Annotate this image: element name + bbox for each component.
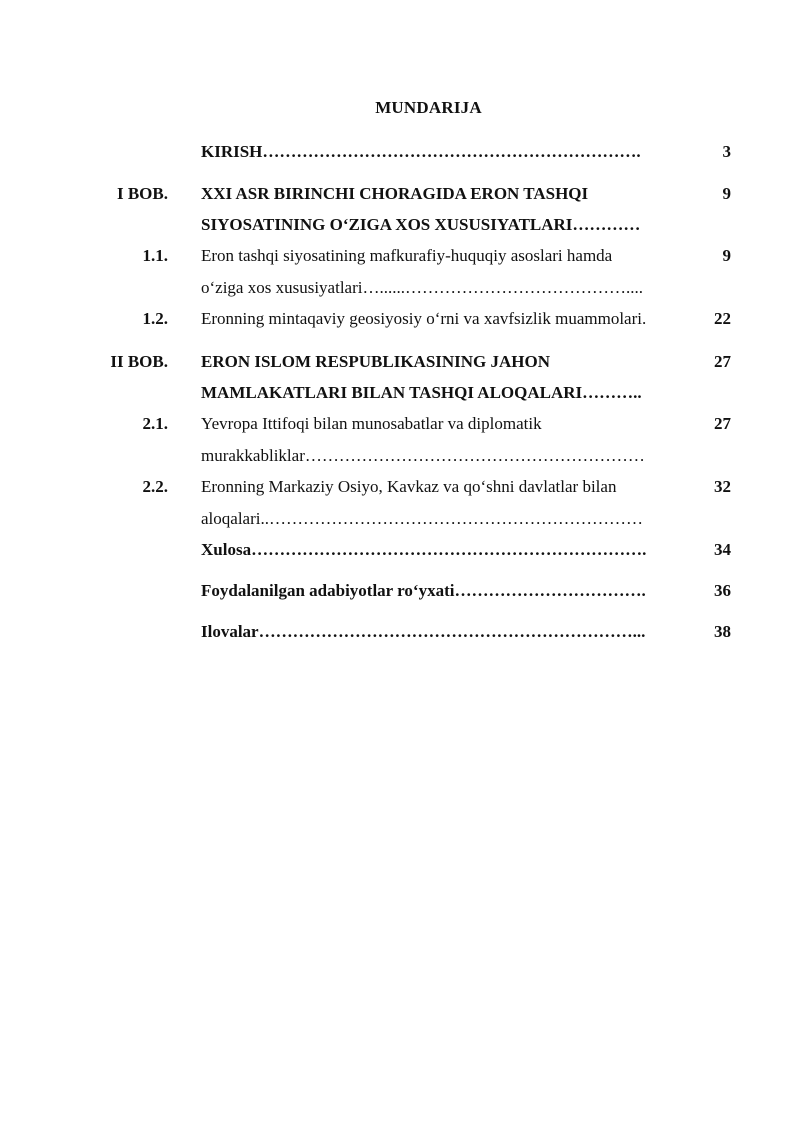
toc-page-number: 38	[714, 622, 731, 641]
toc-entry-text: aloqalari..…………………………………………………………	[201, 509, 643, 528]
toc-entry-number: 1.2.	[142, 309, 168, 328]
toc-entry-text: Eronning Markaziy Osiyo, Kavkaz va qo‘shni davlatlar bilan	[201, 477, 617, 496]
toc-entry-conclusion	[0, 538, 800, 562]
toc-entry-bibliography	[0, 579, 800, 603]
toc-entry-text: o‘ziga xos xususiyatlari…......…………………………………....	[201, 278, 643, 297]
toc-page-number: 3	[722, 142, 731, 161]
toc-entry-text: Xulosa…………………………………………………………….	[201, 540, 647, 559]
toc-entry-text: KIRISH………………………………………………………….	[201, 142, 641, 161]
toc-entry-text: MAMLAKATLARI BILAN TASHQI ALOQALARI………..	[201, 383, 642, 402]
toc-entry-text: Eronning mintaqaviy geosiyosiy o‘rni va xavfsizlik muammolari.	[201, 309, 647, 328]
toc-entry-number: II BOB.	[110, 352, 168, 371]
toc-page-number: 34	[714, 540, 731, 559]
toc-entry-number: 2.2.	[142, 477, 168, 496]
toc-entry-section-1-1-line-2	[0, 276, 800, 300]
toc-entry-chapter-2	[0, 350, 800, 374]
toc-title: MUNDARIJA	[375, 98, 482, 117]
toc-page-number: 9	[722, 184, 731, 203]
toc-entry-section-2-2-line-2	[0, 507, 800, 531]
toc-entry-text: Foydalanilgan adabiyotlar ro‘yxati…………………………….	[201, 581, 646, 600]
toc-entry-chapter-1-line-2	[0, 213, 800, 237]
toc-entry-text: Eron tashqi siyosatining mafkurafiy-huquqiy asoslari hamda	[201, 246, 613, 265]
toc-entry-text: ERON ISLOM RESPUBLIKASINING JAHON	[201, 352, 551, 371]
toc-entry-section-2-1	[0, 412, 800, 436]
toc-page-number: 22	[714, 309, 731, 328]
toc-entry-number: 2.1.	[142, 414, 168, 433]
toc-page-number: 36	[714, 581, 731, 600]
toc-entry-section-2-1-line-2	[0, 444, 800, 468]
toc-entry-chapter-2-line-2	[0, 381, 800, 405]
toc-entry-text: SIYOSATINING O‘ZIGA XOS XUSUSIYATLARI…………	[201, 215, 641, 234]
toc-page-number: 9	[722, 246, 731, 265]
toc-entry-chapter-1	[0, 182, 800, 206]
toc-entry-text: murakkabliklar……………………………………………………	[201, 446, 645, 465]
toc-entry-kirish	[0, 140, 800, 164]
toc-entry-appendices	[0, 620, 800, 644]
toc-entry-number: 1.1.	[142, 246, 168, 265]
toc-entry-section-1-1	[0, 244, 800, 268]
toc-page-number: 32	[714, 477, 731, 496]
toc-entry-text: Yevropa Ittifoqi bilan munosabatlar va diplomatik	[201, 414, 542, 433]
toc-entry-text: Ilovalar…………………………………………………………...	[201, 622, 646, 641]
toc-page-number: 27	[714, 414, 731, 433]
toc-entry-section-1-2	[0, 307, 800, 331]
toc-entry-text: XXI ASR BIRINCHI CHORAGIDA ERON TASHQI	[201, 184, 589, 203]
toc-entry-section-2-2	[0, 475, 800, 499]
toc-page-number: 27	[714, 352, 731, 371]
toc-entry-number: I BOB.	[116, 184, 168, 203]
